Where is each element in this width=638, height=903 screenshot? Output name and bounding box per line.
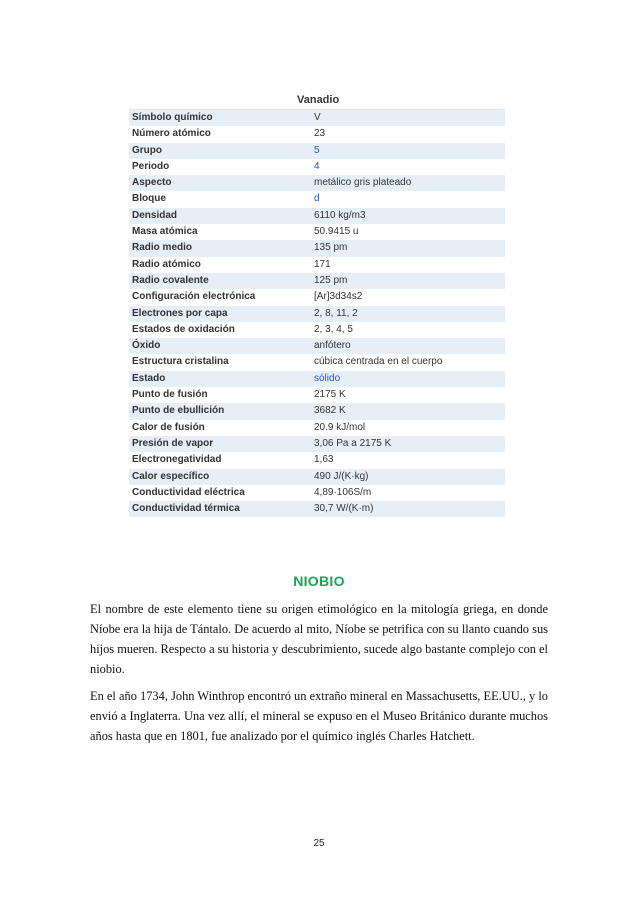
table-row xyxy=(129,240,505,256)
element-properties-table xyxy=(129,92,505,517)
table-row xyxy=(129,175,505,191)
table-row xyxy=(129,289,505,305)
property-value: 2, 3, 4, 5 xyxy=(314,323,353,335)
table-row xyxy=(129,371,505,387)
property-label: Electronegatividad xyxy=(132,454,222,466)
property-value[interactable]: sólido xyxy=(314,372,341,384)
property-value: 50.9415 u xyxy=(314,226,359,238)
property-label: Estado xyxy=(132,372,166,384)
table-row xyxy=(129,126,505,142)
property-label: Bloque xyxy=(132,193,166,205)
property-value: 490 J/(K·kg) xyxy=(314,470,369,482)
table-row xyxy=(129,354,505,370)
paragraph-1: El nombre de este elemento tiene su origen etimológico en la mitología griega, en donde Níobe era la hija de Tántalo. De acuerdo al mito, Níobe se petrifica con su llanto cuando sus hijos mueren. Respecto a su historia y descubrimiento, sucede algo bastante complejo con el niobio. xyxy=(90,602,548,676)
property-value: 23 xyxy=(314,128,326,140)
paragraph-2: En el año 1734, John Winthrop encontró un extraño mineral en Massachusetts, EE.UU., y lo envió a Inglaterra. Una vez allí, el mineral se expuso en el Museo Británico durante muchos años hasta que en 1801, fue analizado por el químico inglés Charles Hatchett. xyxy=(90,689,548,743)
property-label: Estructura cristalina xyxy=(132,356,229,368)
table-row xyxy=(129,403,505,419)
property-value: 4,89·106S/m xyxy=(314,486,372,498)
table-row xyxy=(129,469,505,485)
property-label: Presión de vapor xyxy=(132,437,214,449)
property-label: Radio atómico xyxy=(132,258,201,270)
property-label: Radio medio xyxy=(132,242,193,254)
property-value[interactable]: 4 xyxy=(314,160,320,172)
table-row xyxy=(129,306,505,322)
property-value: V xyxy=(314,112,321,123)
table-row xyxy=(129,436,505,452)
property-label: Configuración electrónica xyxy=(132,291,256,303)
property-value: 135 pm xyxy=(314,242,348,254)
property-label: Símbolo químico xyxy=(132,112,213,123)
property-value: 20.9 kJ/mol xyxy=(314,421,366,433)
property-value[interactable]: 5 xyxy=(314,144,320,156)
table-row xyxy=(129,452,505,468)
property-value: 3,06 Pa a 2175 K xyxy=(314,437,392,449)
table-row xyxy=(129,191,505,207)
table-row xyxy=(129,387,505,403)
property-label: Conductividad eléctrica xyxy=(132,486,245,498)
table-row xyxy=(129,322,505,338)
property-label: Aspecto xyxy=(132,177,172,189)
table-body xyxy=(129,110,505,517)
property-label: Conductividad térmica xyxy=(132,503,240,515)
table-row xyxy=(129,501,505,517)
property-value: 2, 8, 11, 2 xyxy=(314,307,358,319)
table-row xyxy=(129,159,505,175)
table-row xyxy=(129,273,505,289)
property-label: Punto de fusión xyxy=(132,389,208,401)
property-value: 30,7 W/(K·m) xyxy=(314,503,374,515)
table-title: Vanadio xyxy=(129,92,505,110)
property-label: Óxido xyxy=(132,340,161,352)
property-value: 125 pm xyxy=(314,274,348,286)
property-label: Punto de ebullición xyxy=(132,405,225,417)
property-value: 2175 K xyxy=(314,389,346,401)
property-value[interactable]: d xyxy=(314,193,320,205)
property-label: Número atómico xyxy=(132,128,211,140)
property-label: Calor de fusión xyxy=(132,421,205,433)
table-row xyxy=(129,224,505,240)
property-value: 3682 K xyxy=(314,405,346,417)
table-row xyxy=(129,420,505,436)
property-label: Calor específico xyxy=(132,470,210,482)
table-row xyxy=(129,338,505,354)
table-row xyxy=(129,485,505,501)
property-label: Periodo xyxy=(132,160,170,172)
table-row xyxy=(129,208,505,224)
property-label: Grupo xyxy=(132,144,162,156)
property-value: [Ar]3d34s2 xyxy=(314,291,363,303)
property-value: 1,63 xyxy=(314,454,334,466)
property-value: anfótero xyxy=(314,340,351,352)
table-row xyxy=(129,110,505,126)
property-value: metálico gris plateado xyxy=(314,177,412,189)
property-label: Densidad xyxy=(132,209,178,221)
property-label: Estados de oxidación xyxy=(132,323,235,335)
property-label: Radio covalente xyxy=(132,274,209,286)
property-label: Electrones por capa xyxy=(132,307,228,319)
page-number: 25 xyxy=(313,838,325,849)
property-value: cúbica centrada en el cuerpo xyxy=(314,356,443,368)
table-row xyxy=(129,143,505,159)
section-heading: NIOBIO xyxy=(293,573,345,589)
table-row xyxy=(129,257,505,273)
property-value: 171 xyxy=(314,258,331,270)
property-value: 6110 kg/m3 xyxy=(314,209,366,221)
property-label: Masa atómica xyxy=(132,226,198,238)
